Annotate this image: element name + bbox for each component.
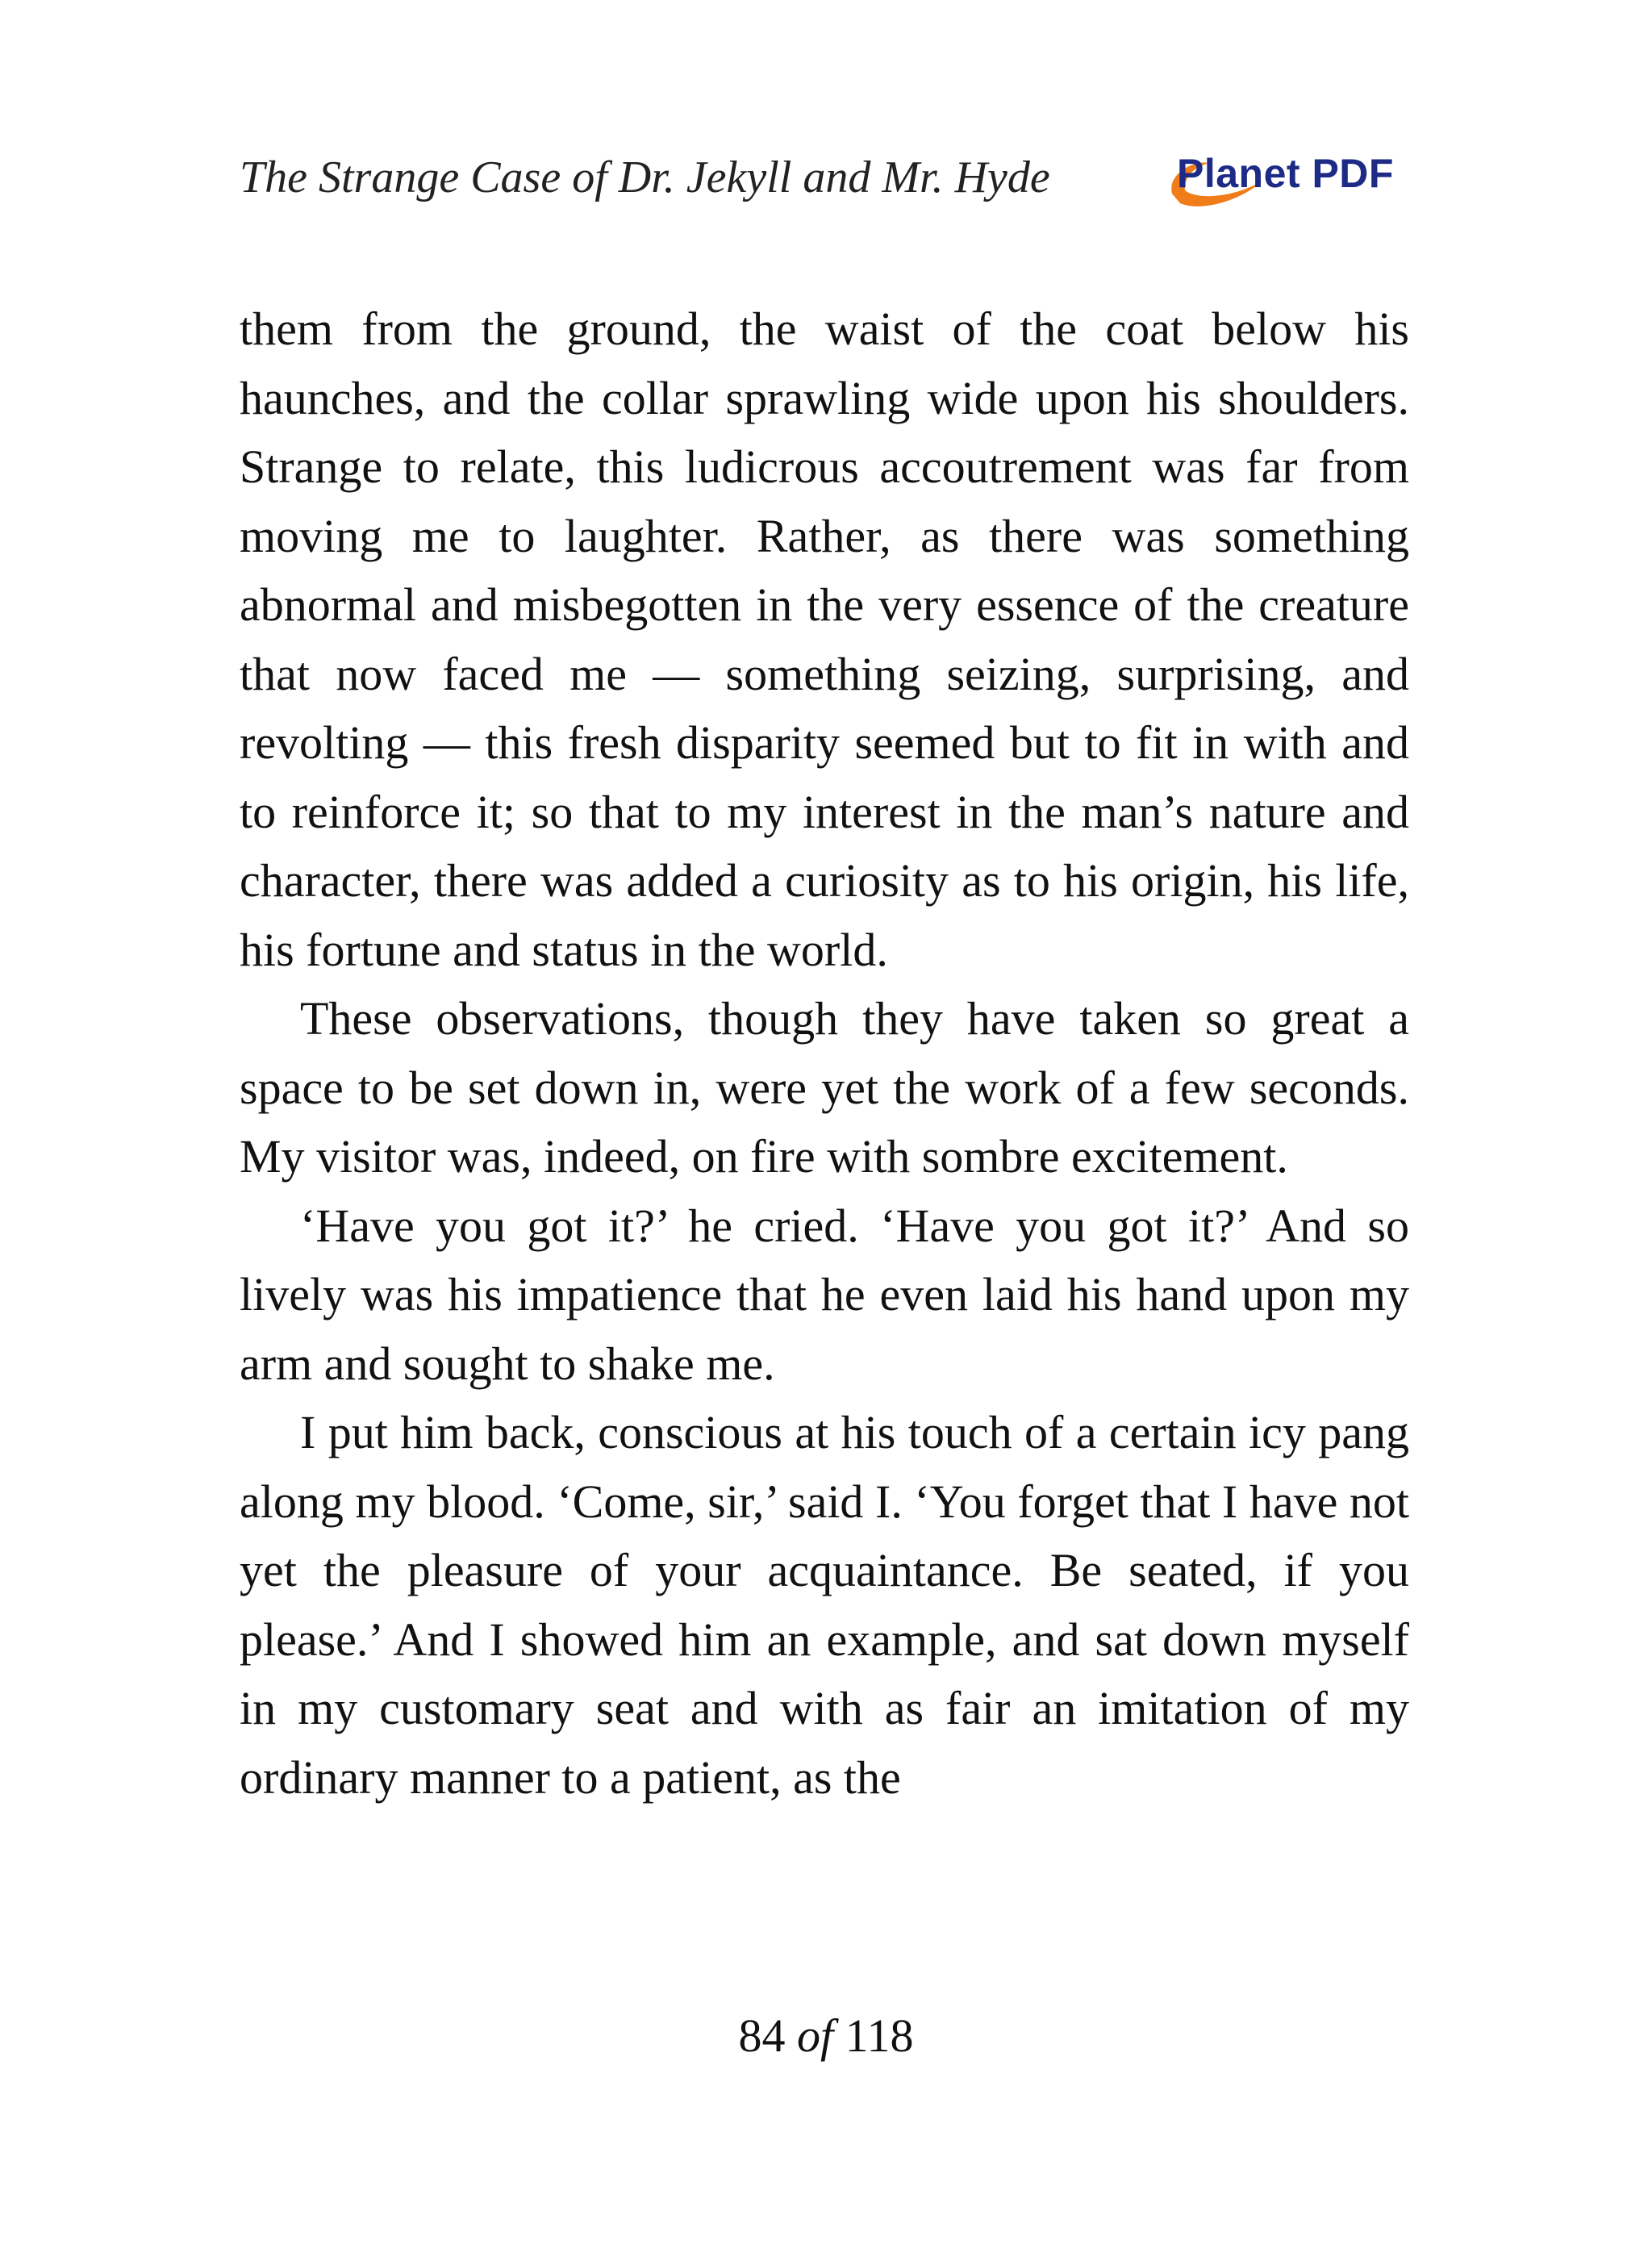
planet-pdf-logo: [1167, 145, 1409, 218]
paragraph: ‘Have you got it?’ he cried. ‘Have you got it?’ And so lively was his impatience that he even laid his hand upon my arm and sought to shake me.: [240, 1199, 1409, 1390]
page-number: [0, 2009, 1652, 2063]
paragraph: them from the ground, the waist of the coat below his haunches, and the collar sprawling wide upon his shoulders. Strange to relate, this ludicrous accoutrement was far from moving me to laughter. Rather, as there was something abnormal and misbegotten in the very essence of the creature that now faced me — something seizing, surprising, and revolting — this fresh disparity seemed but to fit in with and to reinforce it; so that to my interest in the man’s nature and character, there was added a curiosity as to his origin, his life, his fortune and status in the world.: [240, 302, 1409, 976]
logo-text: Planet PDF: [1177, 151, 1394, 196]
page-header: [240, 145, 1409, 218]
book-title: The Strange Case of Dr. Jekyll and Mr. Hyde: [240, 152, 1050, 202]
page-body: [240, 294, 1409, 1812]
paragraph: I put him back, conscious at his touch of a certain icy pang along my blood. ‘Come, sir,’ said I. ‘You forget that I have not yet the pleasure of your acquaintance. Be seated, if you please.’ And I showed him an example, and sat down myself in my customary seat and with as fair an imitation of my ordinary manner to a patient, as the: [240, 1406, 1409, 1804]
paragraph: These observations, though they have taken so great a space to be set down in, were yet the work of a few seconds. My visitor was, indeed, on fire with sombre excitement.: [240, 992, 1409, 1183]
page-of-label: of: [797, 2009, 834, 2062]
current-page: 84: [738, 2009, 786, 2062]
total-pages: 118: [845, 2009, 914, 2062]
